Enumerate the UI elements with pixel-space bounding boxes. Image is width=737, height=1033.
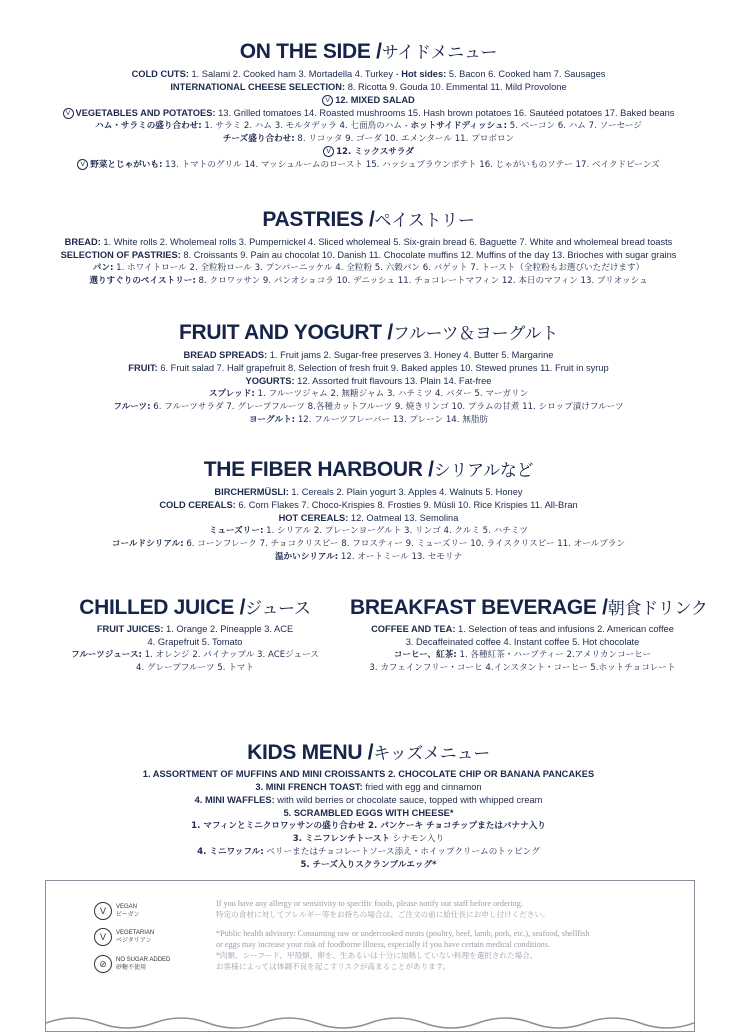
cheese-jp-line: チーズ盛り合わせ: 8. リコッタ 9. ゴーダ 10. エメンタール 11. プロボロン xyxy=(222,134,515,144)
allergy-notice-en: If you have any allergy or sensitivity to specific foods, please notify our staff before ordering. xyxy=(216,899,523,908)
spreads-jp-line: スプレッド: 1. フルーツジャム 2. 無糖ジャム 3. ハチミツ 4. バター 5. マーガリン xyxy=(208,389,529,399)
no-sugar-label: NO SUGAR ADDED xyxy=(116,957,171,963)
beverage-title: BREAKFAST BEVERAGE /朝食ドリンク xyxy=(350,596,708,619)
vegan-icon: V xyxy=(63,108,74,119)
fiber-title: THE FIBER HARBOUR /シリアルなど xyxy=(203,458,534,481)
fruit-juices-jp-line: フルーツジュース: 1. オレンジ 2. パイナップル 3. ACEジュース xyxy=(71,650,319,660)
fruit-juices-line-2: 4. Grapefruit 5. Tomato xyxy=(147,637,243,647)
wave-decoration xyxy=(46,1013,694,1033)
kids-item-5-jp: 5. チーズ入りスクランブルエッグ* xyxy=(300,860,437,870)
vegetarian-icon: V xyxy=(94,928,112,946)
kids-item-3: 3. MINI FRENCH TOAST: fried with egg and cinnamon xyxy=(255,782,482,792)
cold-cereals-jp-line: コールドシリアル: 6. コーンフレーク 7. チョコクリスピー 8. フロスティー 9. ミューズリー 10. ライスクリスピー 11. オールブラン xyxy=(111,539,626,549)
bread-spreads-line: BREAD SPREADS: 1. Fruit jams 2. Sugar-free preserves 3. Honey 4. Butter 5. Margarine xyxy=(183,350,554,360)
coffee-tea-line: COFFEE AND TEA: 1. Selection of teas and infusions 2. American coffee xyxy=(371,624,674,634)
kids-item-3-jp: 3. ミニフレンチトースト シナモン入り xyxy=(292,834,445,844)
kids-item-4: 4. MINI WAFFLES: with wild berries or chocolate sauce, topped with whipped cream xyxy=(194,795,543,805)
on-the-side-title: ON THE SIDE /サイドメニュー xyxy=(239,40,498,63)
cold-cuts-line: COLD CUTS: 1. Salami 2. Cooked ham 3. Mortadella 4. Turkey - Hot sides: 5. Bacon 6. Cooked ham 7. Sausages xyxy=(131,69,606,79)
health-advisory-2: or eggs may increase your risk of foodborne illness, especially if you have certain medical conditions. xyxy=(216,940,550,949)
beverage-section xyxy=(350,594,708,675)
on-the-side-section xyxy=(0,38,737,172)
kids-item-1-2: 1. ASSORTMENT OF MUFFINS AND MINI CROISSANTS 2. CHOCOLATE CHIP OR BANANA PANCAKES xyxy=(142,769,595,779)
coffee-tea-jp-line-2: 3. カフェインフリー・コーヒ 4.インスタント・コーヒー 5.ホットチョコレート xyxy=(369,663,676,673)
yogurts-line: YOGURTS: 12. Assorted fruit flavours 13. Plain 14. Fat-free xyxy=(245,376,492,386)
kids-item-4-jp: 4. ミニワッフル: ベリーまたはチョコレートソース添え・ホイップクリームのトッピング xyxy=(197,847,540,857)
vegetables-line: V VEGETABLES AND POTATOES: 13. Grilled tomatoes 14. Roasted mushrooms 15. Hash brown potatoes 16. Sautéed potatoes 17. Baked beans xyxy=(0,107,737,120)
vegan-icon: V xyxy=(94,902,112,920)
kids-section xyxy=(0,739,737,872)
allergy-notice-jp: 特定の食材に対してアレルギー等をお持ちの場合は、ご注文の前に給仕長にお申し付けください。 xyxy=(216,910,550,919)
no-sugar-icon: ⊘ xyxy=(94,955,112,973)
fruit-section xyxy=(0,319,737,427)
vegetables-jp-line: V 野菜とじゃがいも: 13. トマトのグリル 14. マッシュルームのロースト 15. ハッシュブラウンポテト 16. じゃがいものソテー 17. ベイクドビーンズ xyxy=(0,159,737,172)
vegan-icon: V xyxy=(322,95,333,106)
bread-line: BREAD: 1. White rolls 2. Wholemeal rolls 3. Pumpernickel 4. Sliced wholemeal 5. Six-grain bread 6. Baguette 7. White and wholemeal bread toasts xyxy=(64,237,673,247)
selection-pastries-line: SELECTION OF PASTRIES: 8. Croissants 9. Pain au chocolat 10. Danish 11. Chocolate muffins 12. Muffins of the day 13. Brioches with sugar grains xyxy=(60,250,677,260)
vegetarian-label: VEGETARIAN xyxy=(116,930,155,936)
pastries-title: PASTRIES /ペイストリー xyxy=(262,208,475,231)
mixed-salad-line: V 12. MIXED SALAD xyxy=(0,94,737,107)
vegan-icon: V xyxy=(323,146,334,157)
vegan-icon: V xyxy=(77,159,88,170)
vegan-label-jp: ビーガン xyxy=(116,912,140,918)
coffee-tea-line-2: 3. Decaffeinated coffee 4. Instant coffee 5. Hot chocolate xyxy=(405,637,640,647)
juice-title: CHILLED JUICE /ジュース xyxy=(79,596,311,619)
no-sugar-label-jp: 砂糖不使用 xyxy=(116,965,147,971)
footer-box xyxy=(45,880,695,1032)
fiber-section xyxy=(0,456,737,564)
fruit-juices-jp-line-2: 4. グレープフルーツ 5. トマト xyxy=(135,663,254,673)
health-advisory-jp-1: *肉類、シーフード、甲殻類、卵を、生あるいは十分に加熱していない料理を選択された場合、 xyxy=(216,951,538,960)
vegetarian-label-jp: ベジタリアン xyxy=(116,938,152,944)
kids-item-1-2-jp: 1. マフィンとミニクロワッサンの盛り合わせ 2. パンケーキ チョコチップまたはバナナ入り xyxy=(191,821,546,831)
birchermusli-line: BIRCHERMÜSLI: 1. Cereals 2. Plain yogurt 3. Apples 4. Walnuts 5. Honey xyxy=(214,487,523,497)
hot-cereals-jp-line: 温かいシリアル: 12. オートミール 13. セモリナ xyxy=(274,552,463,562)
cold-cuts-jp-line: ハム・サラミの盛り合わせ: 1. サラミ 2. ハム 3. モルタデッラ 4. 七面鳥のハム - ホットサイドディッシュ: 5. ベーコン 6. ハム 7. ソーセージ xyxy=(95,121,642,131)
cold-cereals-line: COLD CEREALS: 6. Corn Flakes 7. Choco-Krispies 8. Frosties 9. Müsli 10. Rice Krispies 11. All-Bran xyxy=(159,500,578,510)
cheese-line: INTERNATIONAL CHEESE SELECTION: 8. Ricotta 9. Gouda 10. Emmental 11. Mild Provolone xyxy=(170,82,567,92)
coffee-tea-jp-line: コーヒー、紅茶: 1. 各種紅茶・ハーブティー 2.アメリカンコーヒー xyxy=(393,650,652,660)
fruit-jp-line: フルーツ: 6. フルーツサラダ 7. グレープフルーツ 8.各種カットフルーツ 9. 焼きリンゴ 10. プラムの甘煮 11. シロップ漬けフルーツ xyxy=(113,402,624,412)
fruit-line: FRUIT: 6. Fruit salad 7. Half grapefruit 8. Selection of fresh fruit 9. Baked apples 10. Stewed prunes 11. Fruit in syrup xyxy=(128,363,609,373)
juice-section xyxy=(40,594,350,675)
mixed-salad-jp-line: V 12. ミックスサラダ xyxy=(0,146,737,159)
muesli-jp-line: ミューズリー: 1. シリアル 2. プレーンヨーグルト 3. リンゴ 4. クルミ 5. ハチミツ xyxy=(208,526,528,536)
pastries-jp-line: 選りすぐりのペイストリー: 8. クロワッサン 9. パンオショコラ 10. デニッシュ 11. チョコレートマフィン 12. 本日のマフィン 13. ブリオッシュ xyxy=(89,276,648,286)
fruit-title: FRUIT AND YOGURT /フルーツ＆ヨーグルト xyxy=(178,321,559,344)
bread-jp-line: パン: 1. ホワイトロール 2. 全粒粉ロール 3. プンパーニッケル 4. 全粒粉 5. 六穀パン 6. バゲット 7. トースト（全粒粉もお選びいただけます） xyxy=(92,263,645,273)
pastries-section xyxy=(0,206,737,288)
fruit-juices-line: FRUIT JUICES: 1. Orange 2. Pineapple 3. ACE xyxy=(96,624,294,634)
kids-title: KIDS MENU /キッズメニュー xyxy=(247,741,490,764)
hot-cereals-line: HOT CEREALS: 12. Oatmeal 13. Semolina xyxy=(278,513,459,523)
yogurt-jp-line: ヨーグルト: 12. フルーツフレーバー 13. プレーン 14. 無脂肪 xyxy=(248,415,489,425)
kids-item-5: 5. SCRAMBLED EGGS WITH CHEESE* xyxy=(283,808,454,818)
vegan-label: VEGAN xyxy=(116,904,138,910)
health-advisory-1: *Public health advisory: Consuming raw or undercooked meats (poultry, beef, lamb, pork, etc.), seafood, shellfish xyxy=(216,929,590,938)
health-advisory-jp-2: お客様によっては体調不良を起こすリスクが高まることがあります。 xyxy=(216,962,451,971)
